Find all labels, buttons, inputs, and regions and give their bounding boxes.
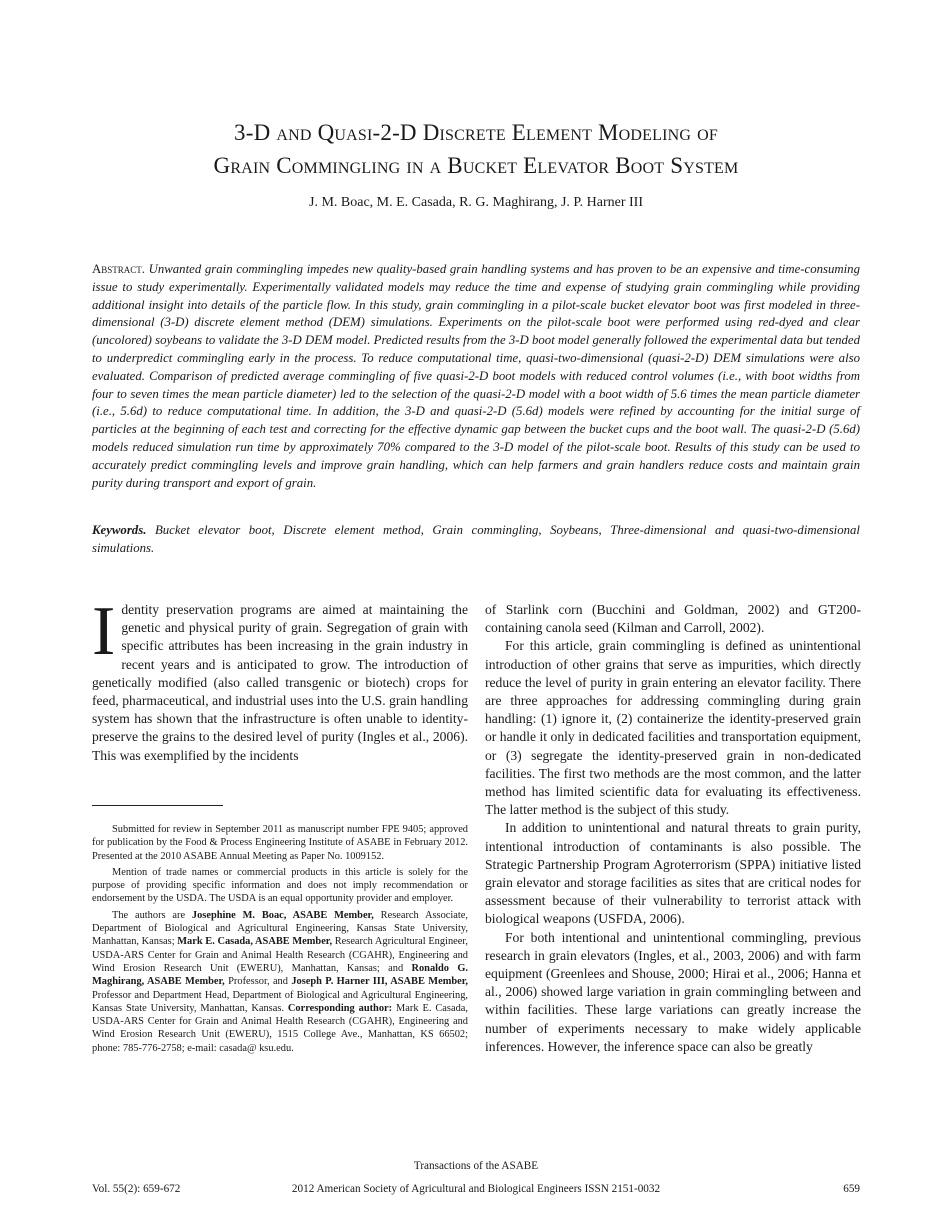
abstract bbox=[92, 261, 860, 492]
author-4-affil: Professor and Department Head, Department of Biological and Agricultural Engineering, Kansas State University, Manhattan, Kansas. bbox=[92, 989, 468, 1014]
author-1-name: Josephine M. Boac, ASABE Member, bbox=[191, 909, 374, 921]
drop-cap: I bbox=[92, 593, 116, 670]
author-3-affil: Professor, and bbox=[224, 976, 292, 988]
author-1-affil: Research Associate, Department of Biological and Agricultural Engineering, Kansas State University, Manhattan, Kansas; bbox=[92, 909, 468, 948]
abstract-label: Abstract. bbox=[92, 262, 145, 276]
author-2-name: Mark E. Casada, ASABE Member, bbox=[177, 936, 333, 948]
title-line-2: Grain Commingling in a Bucket Elevator Boot System bbox=[213, 153, 739, 178]
footer-copyright: 2012 American Society of Agricultural and Biological Engineers ISSN 2151-0032 bbox=[291, 1183, 661, 1195]
body-column-left bbox=[92, 593, 468, 765]
keywords-text: Bucket elevator boot, Discrete element method, Grain commingling, Soybeans, Three-dimensional and quasi-two-dimensional simulations. bbox=[92, 523, 860, 555]
footnote-mention: Mention of trade names or commercial products in this article is solely for the purpose of providing specific information and does not imply recommendation or endorsement by the USDA. The USDA is an equal opportunity provider and employer. bbox=[92, 866, 468, 905]
page-number: 659 bbox=[843, 1183, 860, 1195]
body-paragraph: For this article, grain commingling is defined as unintentional introduction of other grains that serve as impurities, which directly reduce the level of purity in grain entering an elevator facility. There are three approaches for addressing commingling during grain handling: (1) ignore it, (2) containerize the identity-preserved grain or handle it only in dedicated facilities and transportation equipment, or (3) segregate the identity-preserved grain in non-dedicated facilities. The first two methods are the most common, and the latter method has limited scientific data for evaluating its effectiveness. The latter method is the subject of this study. bbox=[485, 638, 861, 818]
body-paragraph: In addition to unintentional and natural threats to grain purity, intentional introduction of contaminants is also possible. The Strategic Partnership Program Agroterrorism (SPPA) initiative listed grain elevator and storage facilities as sites that are critical nodes for assessment because of their vulnerability to terrorist attack with biological weapons (USFDA, 2006). bbox=[485, 820, 861, 927]
footnote-authors-intro: The authors are bbox=[112, 909, 192, 921]
footnote-submitted: Submitted for review in September 2011 as manuscript number FPE 9405; approved for publication by the Food & Process Engineering Institute of ASABE in February 2012. Presented at the 2010 ASABE Annual Meeting as Paper No. 1009152. bbox=[92, 824, 468, 862]
keywords-label: Keywords. bbox=[92, 523, 147, 537]
footnote-rule bbox=[92, 805, 223, 806]
author-3-name: Ronaldo G. Maghirang, ASABE Member, bbox=[92, 962, 468, 988]
footer-journal: Transactions of the ASABE bbox=[413, 1160, 539, 1172]
intro-paragraph bbox=[92, 593, 468, 765]
author-4-name: Joseph P. Harner III, ASABE Member, bbox=[291, 976, 468, 988]
body-column-right bbox=[485, 601, 861, 1056]
keywords bbox=[92, 522, 860, 558]
intro-text: dentity preservation programs are aimed at maintaining the genetic and physical purity of grain. Segregation of grain with specific attributes has been increasing in the grain industry in recent years and is anticipated to grow. The introduction of genetically modified (also called transgenic or biotech) crops for feed, pharmaceutical, and industrial uses into the U.S. grain handling system has shown that the infrastructure is often unable to identity-preserve the grains to the desired level of purity (Ingles et al., 2006). This was exemplified by the incidents bbox=[92, 602, 468, 763]
author-2-affil: Research Agricultural Engineer, USDA-ARS Center for Grain and Animal Health Research (CGAHR), Engineering and Wind Erosion Research Unit (EWERU), Manhattan, Kansas; and bbox=[92, 936, 469, 974]
body-paragraph: For both intentional and unintentional commingling, previous research in grain elevators (Ingles, et al., 2003, 2006) and with farm equipment (Greenlees and Shouse, 2000; Hirai et al., 2006; Hanna et al., 2006) showed large variation in grain commingling between and within facilities. These large variations can greatly increase the number of experiments necessary to make widely applicable inferences. However, the inference space can also be greatly bbox=[485, 929, 861, 1054]
body-paragraph: of Starlink corn (Bucchini and Goldman, 2002) and GT200-containing canola seed (Kilman and Carroll, 2002). bbox=[485, 602, 861, 636]
footnotes bbox=[92, 823, 468, 1058]
paper-title bbox=[80, 116, 872, 182]
corresponding-label: Corresponding author: bbox=[287, 1002, 393, 1014]
author-list: J. M. Boac, M. E. Casada, R. G. Maghirang, J. P. Harner III bbox=[309, 195, 643, 210]
footer-volume: Vol. 55(2): 659-672 bbox=[92, 1183, 181, 1195]
corresponding-text: Mark E. Casada, USDA-ARS Center for Grain and Animal Health Research (CGAHR), Engineering and Wind Erosion Research Unit (EWERU), 1515 College Ave., Manhattan, KS 66502; phone: 785-776-2758; e-mail: casada@ ksu.edu. bbox=[92, 1002, 468, 1054]
footnote-authors bbox=[92, 909, 468, 1055]
title-line-1: 3-D and Quasi-2-D Discrete Element Modeling of bbox=[234, 120, 718, 145]
abstract-text: Unwanted grain commingling impedes new quality-based grain handling systems and has proven to be an expensive and time-consuming issue to study experimentally. Experimentally validated models may reduce the time and expense of studying grain commingling while providing additional insight into details of the particle flow. In this study, grain commingling in a pilot-scale bucket elevator boot was first modeled in three-dimensional (3-D) discrete element method (DEM) simulations. Experiments on the pilot-scale boot were performed using red-dyed and clear (uncolored) soybeans to validate the 3-D DEM model. Predicted results from the 3-D boot model generally followed the experimental data but tended to underpredict commingling early in the process. To reduce computational time, quasi-two-dimensional (quasi-2-D) DEM simulations were also evaluated. Comparison of predicted average commingling of five quasi-2-D boot models with reduced control volumes (i.e., with boot widths from four to seven times the mean particle diameter) led to the selection of the quasi-2-D model with a boot width of 5.6 times the mean particle diameter (i.e., 5.6d) to reduce computational time. In addition, the 3-D and quasi-2-D (5.6d) models were refined by accounting for the initial surge of particles at the beginning of each test and correcting for the effective dynamic gap between the bucket cups and the boot wall. The quasi-2-D (5.6d) models reduced simulation run time by approximately 70% compared to the 3-D model of the pilot-scale boot. Results of this study can be used to accurately predict commingling levels and improve grain handling, which can help farmers and grain handlers reduce costs and maintain grain purity during transport and export of grain. bbox=[92, 262, 860, 490]
